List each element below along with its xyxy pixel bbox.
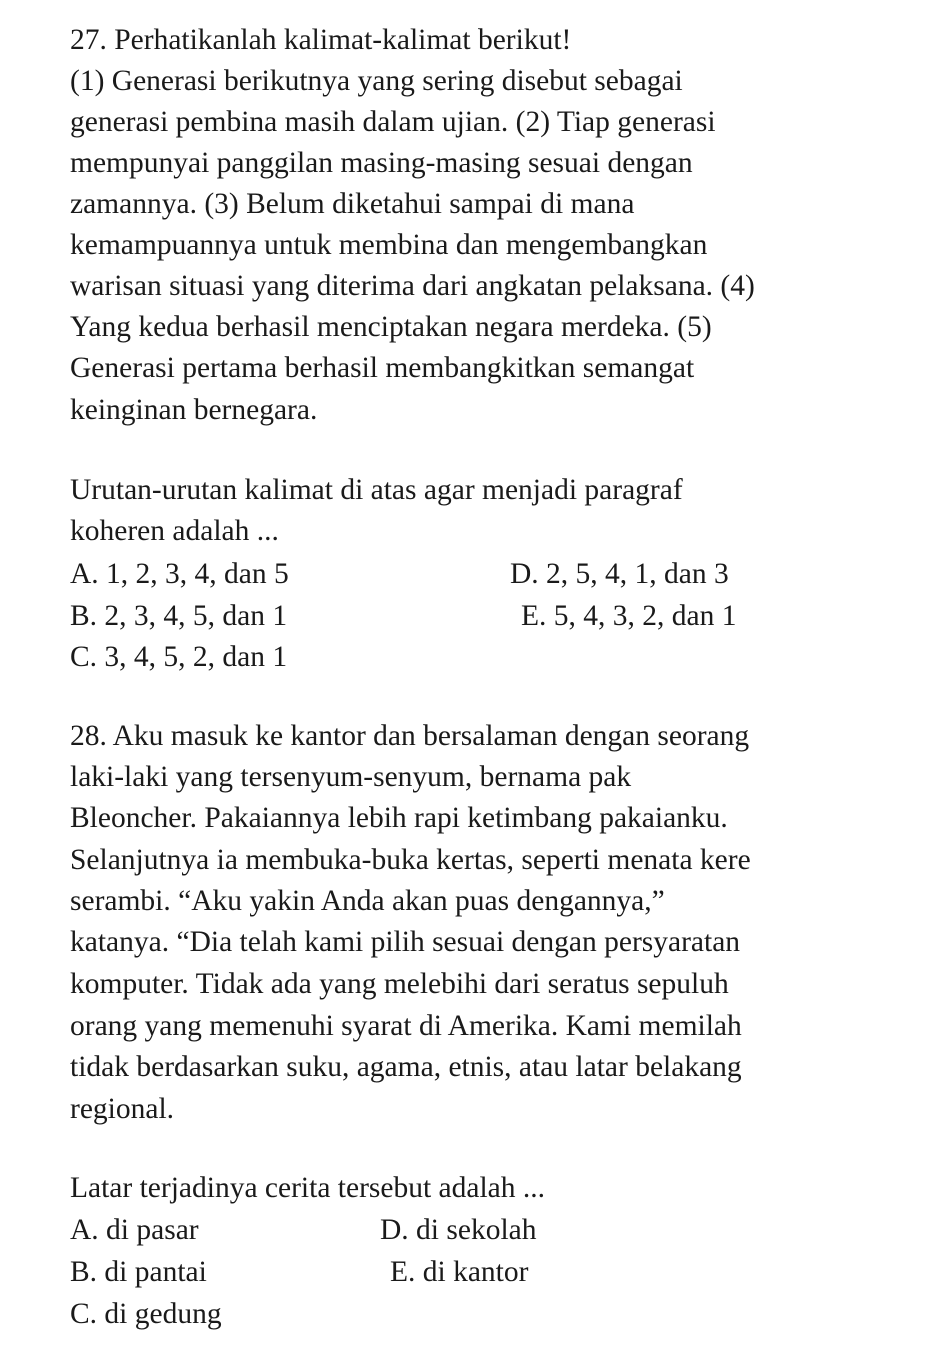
q28-prompt: Latar terjadinya cerita tersebut adalah ...: [70, 1172, 546, 1204]
q28-passage-line: laki-laki yang tersenyum-senyum, bernama pak: [70, 761, 632, 793]
q27-passage-line: Yang kedua berhasil menciptakan negara merdeka. (5): [70, 311, 712, 343]
q27-passage-line: generasi pembina masih dalam ujian. (2) Tiap generasi: [70, 106, 716, 138]
q28-passage-line: katanya. “Dia telah kami pilih sesuai dengan persyaratan: [70, 926, 741, 958]
q27-prompt-line: Urutan-urutan kalimat di atas agar menjadi paragraf: [70, 474, 683, 506]
q27-passage-line: kemampuannya untuk membina dan mengembangkan: [70, 229, 708, 261]
q27-option-e[interactable]: E. 5, 4, 3, 2, dan 1: [521, 600, 737, 632]
q27-prompt-line: koheren adalah ...: [70, 515, 279, 547]
question-27-title: 27. Perhatikanlah kalimat-kalimat berikut!: [70, 24, 572, 56]
q27-option-d[interactable]: D. 2, 5, 4, 1, dan 3: [510, 558, 729, 590]
q28-passage-line: serambi. “Aku yakin Anda akan puas dengannya,”: [70, 885, 665, 917]
q28-passage-line: komputer. Tidak ada yang melebihi dari seratus sepuluh: [70, 968, 729, 1000]
q27-passage-line: (1) Generasi berikutnya yang sering disebut sebagai: [70, 65, 683, 97]
q27-passage-line: zamannya. (3) Belum diketahui sampai di mana: [70, 188, 635, 220]
q28-passage-line: Selanjutnya ia membuka-buka kertas, seperti menata kere: [70, 844, 751, 876]
q27-passage-line: mempunyai panggilan masing-masing sesuai dengan: [70, 147, 693, 179]
q27-passage-line: Generasi pertama berhasil membangkitkan semangat: [70, 352, 695, 384]
q28-passage-line: regional.: [70, 1093, 175, 1125]
q27-option-a[interactable]: A. 1, 2, 3, 4, dan 5: [70, 558, 289, 590]
q28-passage-line: orang yang memenuhi syarat di Amerika. Kami memilah: [70, 1010, 742, 1042]
q28-option-e[interactable]: E. di kantor: [390, 1256, 529, 1288]
q28-option-c[interactable]: C. di gedung: [70, 1298, 222, 1330]
q28-option-d[interactable]: D. di sekolah: [380, 1214, 537, 1246]
q28-passage-line: 28. Aku masuk ke kantor dan bersalaman dengan seorang: [70, 720, 750, 752]
q28-option-b[interactable]: B. di pantai: [70, 1256, 207, 1288]
q27-passage-line: keinginan bernegara.: [70, 394, 318, 426]
q27-passage-line: warisan situasi yang diterima dari angkatan pelaksana. (4): [70, 270, 755, 302]
q27-option-b[interactable]: B. 2, 3, 4, 5, dan 1: [70, 600, 288, 632]
q28-option-a[interactable]: A. di pasar: [70, 1214, 199, 1246]
q28-passage-line: Bleoncher. Pakaiannya lebih rapi ketimbang pakaianku.: [70, 802, 728, 834]
q28-passage-line: tidak berdasarkan suku, agama, etnis, atau latar belakang: [70, 1051, 742, 1083]
q27-option-c[interactable]: C. 3, 4, 5, 2, dan 1: [70, 641, 288, 673]
